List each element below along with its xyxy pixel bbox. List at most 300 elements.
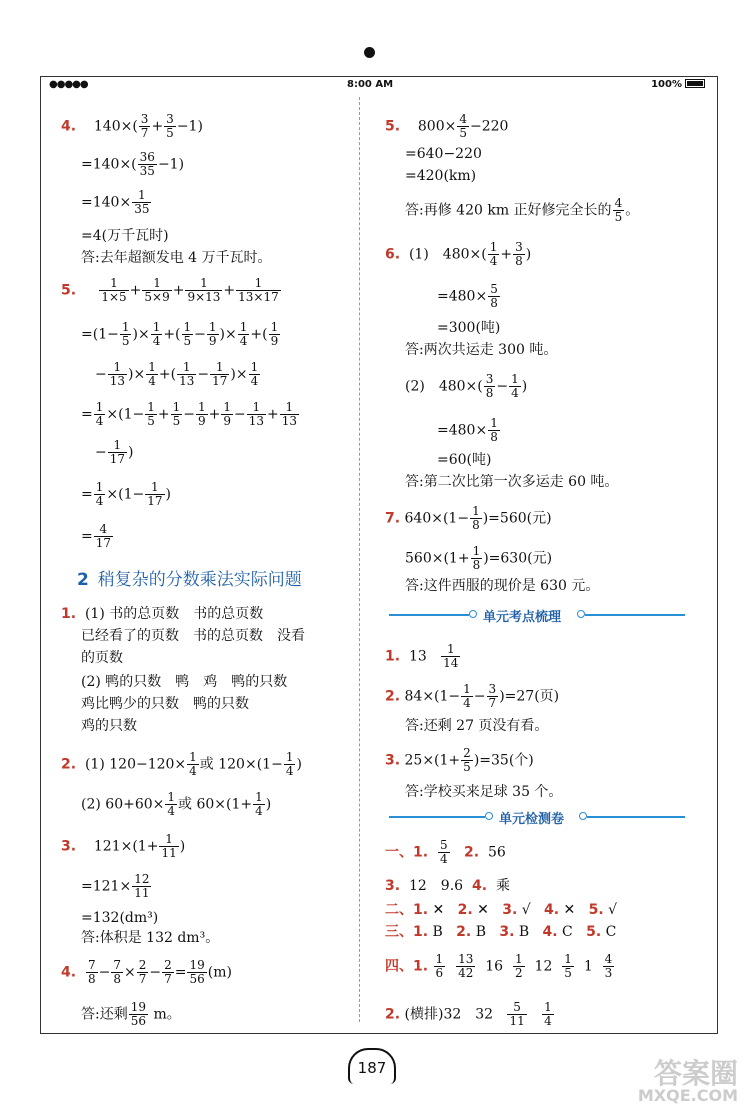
num: 1: [172, 400, 181, 414]
den: 13: [281, 414, 298, 428]
value: 1: [583, 958, 593, 975]
fraction: [185, 277, 222, 304]
fraction: [132, 873, 151, 900]
column-divider: [359, 97, 360, 1022]
expr: )×: [132, 326, 150, 343]
unit-review-banner: [389, 605, 689, 625]
num: 3: [485, 372, 494, 386]
num: 1: [142, 277, 171, 291]
question-number: 4.: [544, 902, 560, 918]
num: 1: [472, 504, 480, 518]
expr: 640×(1−: [404, 510, 470, 527]
num: 2: [164, 958, 172, 972]
t6-line: [385, 1001, 555, 1028]
s3-line3: =132(dm³): [81, 910, 159, 926]
expr: ): [128, 444, 134, 461]
den: 13: [179, 374, 195, 388]
expr: ): [525, 246, 532, 263]
question-number: 2.: [385, 1006, 401, 1023]
value: 56: [487, 844, 506, 861]
question-number: 5.: [586, 924, 602, 940]
left-q4-line4: =4(万千瓦时): [81, 228, 169, 244]
den: 17: [109, 452, 126, 466]
question-number: 3.: [499, 924, 515, 940]
num: 1: [236, 277, 281, 291]
den: 9×13: [187, 290, 221, 304]
s4-line1: [61, 959, 232, 986]
num: 2: [463, 746, 471, 760]
page-number: 187: [348, 1048, 396, 1084]
fraction: [488, 417, 500, 444]
s2-line1: [61, 751, 302, 778]
expr: −1): [157, 156, 185, 173]
fraction: [138, 151, 157, 178]
section-number: 2: [77, 570, 89, 590]
num: 1: [544, 1000, 552, 1014]
battery-indicator: [651, 79, 705, 90]
fraction: [108, 439, 127, 466]
fraction: [249, 361, 261, 388]
num: 1: [250, 360, 259, 374]
den: 8: [490, 430, 498, 444]
question-number: 2.: [457, 902, 473, 918]
expr: (m): [207, 964, 232, 981]
den: 2: [514, 966, 523, 980]
question-number: 3.: [502, 902, 518, 918]
fraction: [94, 401, 106, 428]
num: 1: [514, 952, 523, 966]
left-q5-line4: [81, 401, 300, 428]
fraction: [164, 113, 176, 140]
fraction: [159, 833, 178, 860]
num: 1: [223, 400, 231, 414]
den: 4: [511, 386, 519, 400]
fraction: [457, 113, 469, 140]
den: 4: [255, 804, 263, 818]
expr: )=630(元): [483, 550, 553, 567]
den: 5: [121, 334, 130, 348]
value: 13: [408, 648, 427, 665]
banner-title: 单元检测卷: [499, 812, 565, 827]
expr: +: [208, 406, 221, 423]
expr: )×: [128, 366, 146, 383]
s1-line4: (2) 鸭的只数 鸭 鸡 鸭的只数: [81, 674, 288, 690]
num: 1: [472, 544, 481, 558]
den: 17: [147, 494, 163, 508]
den: 8: [87, 972, 96, 986]
num: 1: [108, 361, 127, 375]
fraction: [269, 321, 281, 348]
expr: 140×(: [93, 118, 138, 135]
k3-answer: 答:学校买来足球 35 个。: [405, 784, 563, 800]
expr: )=35(个): [473, 752, 534, 769]
expr: )=560(元): [482, 510, 552, 527]
fraction: [542, 1001, 554, 1028]
fraction: [613, 197, 625, 224]
expr: 84×(1−: [404, 688, 461, 705]
fraction: [132, 189, 151, 216]
expr: (1) 480×(: [408, 246, 487, 263]
question-number: 2.: [385, 688, 401, 705]
den: 7: [140, 126, 149, 140]
num: 1: [435, 952, 444, 966]
den: 8: [490, 296, 498, 310]
fraction: [509, 373, 521, 400]
num: 1: [152, 320, 161, 334]
expr: ): [165, 486, 171, 503]
num: 1: [285, 750, 294, 764]
den: 35: [134, 202, 150, 216]
expr: +: [500, 246, 513, 263]
question-number: 2.: [463, 844, 480, 861]
right-q7-line1: [385, 505, 552, 532]
left-q5-line3: [95, 361, 261, 388]
watermark-logo: 答案圈: [653, 1057, 738, 1090]
banner-line: [587, 816, 685, 818]
den: 8: [472, 558, 481, 572]
expr: −: [183, 406, 195, 423]
k1-line: [385, 643, 461, 670]
right-q6-line3: =300(吨): [437, 320, 501, 336]
value: ✕: [477, 902, 489, 918]
right-q6-line4: [405, 373, 527, 400]
num: 2: [138, 958, 147, 972]
num: 1: [270, 320, 279, 334]
num: 1: [255, 790, 263, 804]
den: 4: [239, 334, 248, 348]
part-label: 三、: [385, 924, 413, 940]
num: 4: [94, 523, 113, 537]
num: 1: [197, 400, 206, 414]
expr: (2) 60+60×: [81, 796, 165, 813]
question-number: 4.: [542, 924, 558, 940]
value: √: [608, 902, 618, 918]
value: 12: [534, 958, 553, 975]
num: 1: [95, 480, 104, 494]
expr: 121×(1+: [93, 838, 159, 855]
fraction: [507, 1001, 526, 1028]
fraction: [471, 545, 483, 572]
t5-line: [385, 953, 615, 980]
den: 11: [161, 846, 177, 860]
den: 9: [208, 334, 217, 348]
right-q5-line3: =420(km): [405, 168, 477, 184]
den: 6: [435, 966, 444, 980]
fraction: [253, 791, 265, 818]
fraction: [145, 401, 157, 428]
part-label: 四、: [385, 958, 413, 975]
num: 1: [463, 682, 471, 696]
den: 9: [223, 414, 231, 428]
question-number: 1.: [61, 606, 77, 622]
banner-line: [389, 816, 485, 818]
den: 35: [139, 164, 155, 178]
expr: +: [157, 406, 170, 423]
den: 5: [564, 966, 572, 980]
num: 1: [147, 400, 155, 414]
fraction: [177, 361, 196, 388]
expr: ): [179, 838, 186, 855]
expr: )=27(页): [499, 688, 560, 705]
fraction: [151, 321, 163, 348]
expr: +: [267, 406, 279, 423]
fraction: [513, 953, 525, 980]
t2-line: [385, 877, 510, 895]
fraction: [129, 1001, 148, 1028]
fraction: [99, 277, 128, 304]
fraction: [111, 959, 123, 986]
den: 5: [147, 414, 155, 428]
right-q6-answer1: 答:两次共运走 300 吨。: [405, 342, 558, 358]
fraction: [171, 401, 183, 428]
question-number: 3.: [385, 752, 401, 769]
expr: )×: [230, 366, 248, 383]
num: 1: [210, 361, 229, 375]
num: 1: [247, 401, 266, 415]
question-number: 3.: [61, 838, 77, 855]
tablet-screen: [40, 76, 718, 1034]
t4-line: [385, 923, 616, 941]
fraction: [513, 241, 525, 268]
question-number: 1.: [413, 844, 429, 861]
fraction: [284, 751, 296, 778]
expr: =140×: [81, 194, 132, 211]
fraction: [280, 401, 299, 428]
fraction: [484, 373, 496, 400]
fraction: [187, 959, 206, 986]
den: 4: [189, 764, 197, 778]
fraction: [210, 361, 229, 388]
fraction: [238, 321, 250, 348]
expr: =: [174, 964, 187, 981]
num: 19: [189, 958, 205, 972]
den: 5×9: [144, 290, 170, 304]
den: 4: [250, 374, 259, 388]
fraction: [139, 113, 151, 140]
den: 4: [95, 414, 104, 428]
num: 1: [121, 320, 130, 334]
fraction: [470, 505, 482, 532]
question-number: 1.: [413, 902, 429, 918]
right-q6-line2: [437, 283, 501, 310]
num: 19: [130, 1000, 146, 1014]
expr: −: [233, 406, 246, 423]
num: 1: [167, 790, 176, 804]
camera-dot: [364, 47, 375, 58]
status-time: 8:00 AM: [347, 79, 394, 90]
fraction: [165, 791, 177, 818]
s3-line2: [81, 873, 152, 900]
watermark-url: MXQE.COM: [637, 1086, 738, 1105]
fraction: [562, 953, 574, 980]
den: 13: [109, 374, 126, 388]
num: 1: [177, 361, 196, 375]
expr: +(: [163, 326, 181, 343]
question-number: 2.: [456, 924, 472, 940]
expr: )×: [219, 326, 237, 343]
num: 5: [439, 838, 448, 852]
den: 17: [95, 536, 112, 550]
left-q4-line3: [81, 189, 152, 216]
num: 13: [458, 952, 474, 966]
text: 答:再修 420 km 正好修完全长的: [405, 202, 612, 219]
num: 1: [99, 277, 128, 291]
banner-dot: [485, 812, 493, 820]
s1-line2: 已经看了的页数 书的总页数 没看: [81, 628, 305, 644]
k2-line: [385, 683, 559, 710]
den: 7: [138, 972, 147, 986]
question-number: 1.: [385, 648, 401, 665]
text: 。: [625, 202, 640, 219]
expr: −: [95, 444, 107, 461]
num: 7: [87, 958, 96, 972]
num: 1: [511, 372, 519, 386]
value: √: [521, 902, 531, 918]
left-q5-line5: [95, 439, 133, 466]
expr: ): [265, 796, 272, 813]
fraction: [137, 959, 149, 986]
expr: +: [151, 118, 164, 135]
num: 5: [490, 282, 498, 296]
den: 9: [197, 414, 206, 428]
banner-line: [585, 614, 685, 616]
den: 56: [189, 972, 205, 986]
den: 17: [212, 374, 228, 388]
fraction: [461, 683, 473, 710]
question-number: 3.: [385, 878, 401, 894]
fraction: [434, 953, 446, 980]
right-q5-line2: =640−220: [405, 146, 482, 162]
expr: +(: [158, 366, 177, 383]
num: 1: [208, 320, 217, 334]
banner-dot: [579, 812, 587, 820]
num: 3: [488, 682, 497, 696]
fraction: [461, 747, 473, 774]
question-number: 7.: [385, 510, 401, 527]
text: 答:还剩: [81, 1006, 128, 1023]
fraction: [94, 481, 106, 508]
fraction: [142, 277, 171, 304]
fraction: [182, 321, 194, 348]
expr: =140×(: [81, 156, 137, 173]
den: 8: [485, 386, 494, 400]
den: 4: [489, 254, 498, 268]
expr: +(: [250, 326, 268, 343]
right-q7-line2: [405, 545, 552, 572]
den: 4: [439, 852, 448, 866]
question-number: 2.: [61, 756, 77, 773]
fraction: [247, 401, 266, 428]
question-number: 5.: [61, 282, 77, 299]
question-number: 4.: [61, 964, 77, 981]
expr: −: [95, 366, 107, 383]
expr: 或 60×(1+: [178, 796, 253, 813]
s1-line6: 鸡的只数: [81, 718, 137, 734]
num: 1: [280, 401, 299, 415]
value: (横排)32 32: [404, 1006, 494, 1023]
expr: ×(1−: [106, 486, 145, 503]
banner-title: 单元考点梳理: [483, 610, 562, 625]
right-q5-answer: [405, 197, 639, 224]
num: 36: [139, 150, 155, 164]
fraction: [236, 277, 281, 304]
question-number: 5.: [385, 118, 401, 135]
den: 4: [285, 764, 294, 778]
den: 7: [488, 696, 497, 710]
question-number: 4.: [471, 878, 488, 894]
num: 1: [239, 320, 248, 334]
fraction: [187, 751, 199, 778]
right-q7-answer: 答:这件西服的现价是 630 元。: [405, 578, 600, 594]
right-q6-answer2: 答:第二次比第一次多运走 60 吨。: [405, 474, 619, 490]
den: 5: [614, 210, 623, 224]
expr: (2) 480×(: [405, 378, 483, 395]
section-2-heading: [77, 569, 302, 592]
expr: 560×(1+: [405, 550, 470, 567]
value: 12 9.6: [408, 878, 464, 894]
banner-dot: [577, 610, 585, 618]
expr: ): [521, 378, 528, 395]
expr: 25×(1+: [404, 752, 461, 769]
fraction: [145, 481, 164, 508]
fraction: [456, 953, 475, 980]
den: 3: [604, 966, 613, 980]
fraction: [120, 321, 132, 348]
den: 5: [459, 126, 467, 140]
expr: ×: [123, 964, 136, 981]
expr: (1) 120−120×: [84, 756, 187, 773]
den: 5: [183, 334, 192, 348]
s3-line1: [61, 833, 185, 860]
den: 5: [166, 126, 174, 140]
fraction: [488, 283, 500, 310]
fraction: [487, 683, 499, 710]
den: 4: [148, 374, 156, 388]
s3-answer: 答:体积是 132 dm³。: [81, 930, 220, 946]
expr: −: [197, 366, 210, 383]
fraction: [162, 959, 174, 986]
fraction: [146, 361, 158, 388]
value: ✕: [563, 902, 576, 918]
den: 13: [248, 414, 264, 428]
num: 1: [159, 833, 178, 847]
num: 4: [604, 952, 613, 966]
text: m。: [149, 1006, 181, 1023]
num: 5: [507, 1001, 526, 1015]
part-label: 二、: [385, 902, 413, 918]
t3-line: [385, 901, 617, 919]
question-number: 5.: [588, 902, 604, 918]
expr: −: [194, 326, 206, 343]
num: 1: [185, 277, 222, 291]
den: 9: [270, 334, 279, 348]
num: 1: [108, 439, 127, 453]
den: 7: [164, 972, 172, 986]
unit-test-banner: [389, 807, 689, 827]
den: 4: [544, 1014, 552, 1028]
left-q5-line1: 5. $\frac{1}{1\times 5}$ + $\frac{1}{5\times 9}$ + $\frac{1}{9\times 13}$ + $\frac{1}{13\times 17}$: [61, 276, 279, 304]
den: 13×17: [238, 290, 279, 304]
expr: −: [98, 964, 111, 981]
text: (1) 书的总页数 书的总页数: [84, 606, 264, 622]
den: 8: [472, 518, 480, 532]
expr: =480×: [437, 288, 488, 305]
num: 1: [489, 240, 498, 254]
num: 1: [189, 750, 197, 764]
den: 4: [95, 494, 104, 508]
k2-answer: 答:还剩 27 页没有看。: [405, 718, 549, 734]
question-number: 1.: [413, 924, 429, 940]
